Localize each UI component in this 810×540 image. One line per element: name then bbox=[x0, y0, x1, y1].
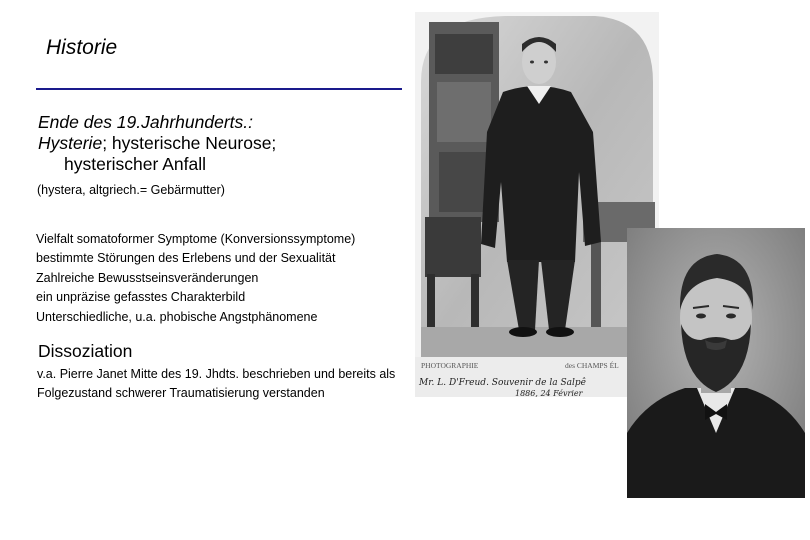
dissociation-text: v.a. Pierre Janet Mitte des 19. Jhdts. beschrieben und bereits als Folgezustand schwerer Traumatisierung verstanden bbox=[37, 367, 396, 400]
slide-title: Historie bbox=[46, 36, 118, 59]
photo-caption-left: PHOTOGRAPHIE bbox=[421, 361, 479, 370]
heading-line-1: Ende des 19.Jahrhunderts.: bbox=[38, 112, 254, 132]
heading-line-2-rest: ; hysterische Neurose; bbox=[102, 133, 277, 153]
title-divider bbox=[36, 88, 402, 90]
hysterie-term: Hysterie bbox=[38, 133, 103, 153]
photo-inscription-date: 1886, 24 Février bbox=[515, 389, 583, 397]
portrait-photo-bearded bbox=[627, 228, 805, 498]
list-item: Zahlreiche Bewusstseinsveränderungen bbox=[36, 270, 259, 285]
heading-line-3: hysterischer Anfall bbox=[64, 154, 207, 174]
etymology-note: (hystera, altgriech.= Gebärmutter) bbox=[37, 183, 225, 197]
symptom-list bbox=[36, 230, 416, 327]
portrait-standing-image bbox=[415, 12, 659, 397]
list-item: Unterschiedliche, u.a. phobische Angstphänomene bbox=[36, 309, 318, 324]
heading-block bbox=[38, 112, 418, 175]
list-item: ein unpräzise gefasstes Charakterbild bbox=[36, 290, 246, 305]
list-item: Vielfalt somatoformer Symptome (Konversionssymptome) bbox=[36, 232, 356, 246]
heading-line-2 bbox=[38, 133, 418, 154]
photo-caption-right: des CHAMPS ÉL bbox=[565, 361, 619, 370]
list-item: bestimmte Störungen des Erlebens und der Sexualität bbox=[36, 251, 336, 266]
dissociation-heading: Dissoziation bbox=[38, 341, 133, 361]
portrait-bearded-image bbox=[627, 228, 805, 498]
photo-inscription: Mr. L. D'Freud. Souvenir de la Salpê bbox=[419, 378, 586, 388]
portrait-photo-standing bbox=[415, 12, 659, 397]
